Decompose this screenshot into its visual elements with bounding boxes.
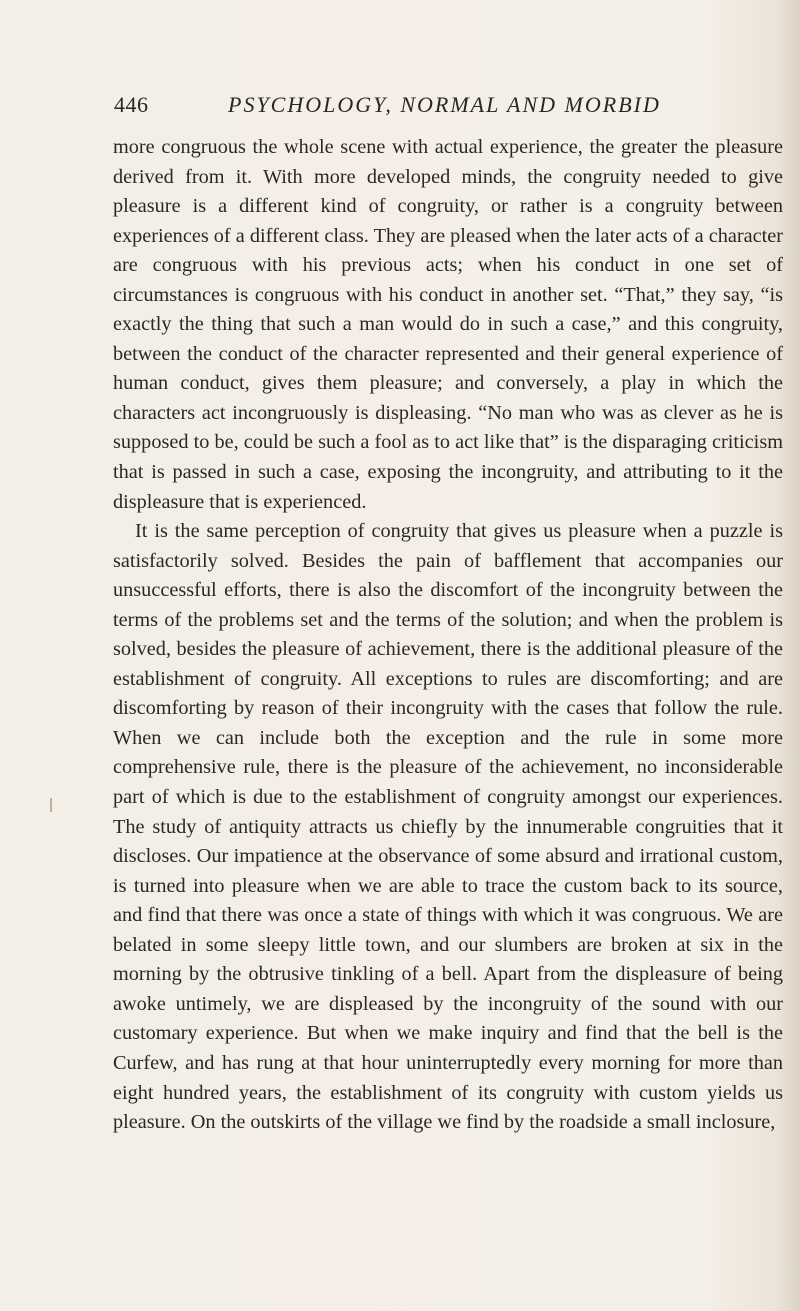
paragraph: It is the same perception of congruity that gives us pleasure when a puzzle is satisfactorily solved. Besides the pain of bafflement that accompanies our unsuccessful efforts, there is also the discomfort of the incongruity between the terms of the problems set and the terms of the solution; and when the problem is solved, besides the pleasure of achievement, there is the additional pleasure of the establishment of congruity. All exceptions to rules are discomforting; and are discomforting by reason of their incongruity with the cases that follow the rule. When we can include both the exception and the rule in some more comprehensive rule, there is the pleasure of the achievement, no inconsiderable part of which is due to the establishment of congruity amongst our experiences. The study of antiquity attracts us chiefly by the innumerable congruities that it discloses. Our impatience at the observance of some absurd and irrational custom, is turned into pleasure when we are able to trace the custom back to its source, and find that there was once a state of things with which it was congruous. We are belated in some sleepy little town, and our slumbers are broken at six in the morning by the obtrusive tinkling of a bell. Apart from the displeasure of being awoke untimely, we are displeased by the incongruity of the sound with our customary experience. But when we make inquiry and find that the bell is the Curfew, and has rung at that hour uninterruptedly every morning for more than eight hundred years, the establishment of its congruity with custom yields us pleasure. On the outskirts of the village we find by the roadside a small inclosure, <box>113 520 783 1134</box>
margin-mark <box>50 798 52 812</box>
page-number: 446 <box>114 92 149 117</box>
running-head: PSYCHOLOGY, NORMAL AND MORBID <box>228 92 661 117</box>
page-header <box>114 92 774 126</box>
paragraph-continued: more congruous the whole scene with actual experience, the greater the pleasure derived from it. With more developed minds, the congruity needed to give pleasure is a different kind of congruity, or rather is a congruity between experiences of a different class. They are pleased when the later acts of a character are congruous with his previous acts; when his conduct in one set of circumstances is congruous with his conduct in another set. “That,” they say, “is exactly the thing that such a man would do in such a case,” and this congruity, between the conduct of the character represented and their general experience of human conduct, gives them pleasure; and conversely, a play in which the characters act incongruously is displeasing. “No man who was as clever as he is supposed to be, could be such a fool as to act like that” is the disparaging criticism that is passed in such a case, exposing the incongruity, and attributing to it the displeasure that is experienced. <box>113 136 783 513</box>
body-text <box>113 133 783 1138</box>
